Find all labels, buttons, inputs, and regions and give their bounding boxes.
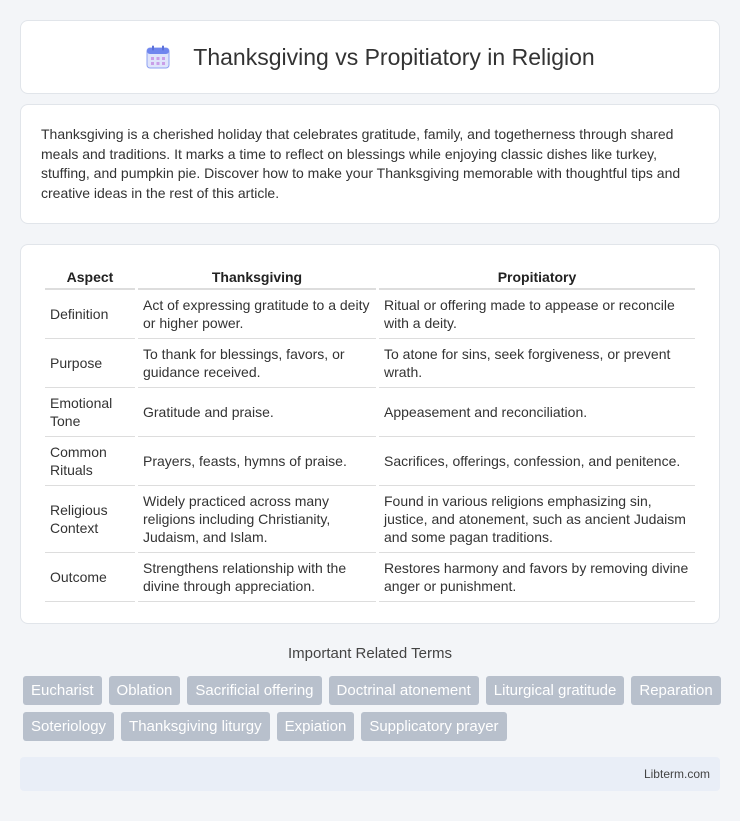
table-cell-propitiatory: Sacrifices, offerings, confession, and penitence. [379,437,695,486]
table-row [45,339,695,388]
table-cell-propitiatory: Ritual or offering made to appease or reconcile with a deity. [379,290,695,339]
table-cell-aspect: Religious Context [45,486,135,553]
related-terms-list [23,676,723,741]
related-term-tag[interactable]: Supplicatory prayer [361,712,506,741]
table-cell-aspect: Outcome [45,553,135,602]
footer [20,757,720,791]
related-term-tag[interactable]: Liturgical gratitude [486,676,625,705]
intro-text: Thanksgiving is a cherished holiday that celebrates gratitude, family, and togetherness through shared meals and traditions. It marks a time to reflect on blessings while enjoying classic dishes like turkey, stuffing, and pumpkin pie. Discover how to make your Thanksgiving memorable with thoughtful tips and creative ideas in the rest of this article. [41,126,681,201]
table-cell-thanksgiving: Gratitude and praise. [138,388,376,437]
related-term-tag[interactable]: Expiation [277,712,355,741]
related-term-tag[interactable]: Reparation [631,676,720,705]
header-thanksgiving: Thanksgiving [138,265,376,290]
related-term-tag[interactable]: Eucharist [23,676,102,705]
related-term-tag[interactable]: Doctrinal atonement [329,676,479,705]
header-aspect: Aspect [45,265,135,290]
comparison-table-card [20,244,720,624]
intro-card [20,104,720,224]
table-cell-aspect: Purpose [45,339,135,388]
page-title: Thanksgiving vs Propitiatory in Religion [193,43,595,70]
table-cell-thanksgiving: Widely practiced across many religions including Christianity, Judaism, and Islam. [138,486,376,553]
table-row [45,437,695,486]
table-cell-aspect: Definition [45,290,135,339]
table-cell-thanksgiving: Strengthens relationship with the divine through appreciation. [138,553,376,602]
related-terms-title: Important Related Terms [288,645,452,662]
calendar-icon [145,44,171,70]
related-term-tag[interactable]: Soteriology [23,712,114,741]
related-term-tag[interactable]: Sacrificial offering [187,676,321,705]
table-cell-thanksgiving: Act of expressing gratitude to a deity or higher power. [138,290,376,339]
table-cell-propitiatory: To atone for sins, seek forgiveness, or prevent wrath. [379,339,695,388]
related-term-tag[interactable]: Thanksgiving liturgy [121,712,270,741]
table-row [45,388,695,437]
table-cell-thanksgiving: To thank for blessings, favors, or guidance received. [138,339,376,388]
table-cell-propitiatory: Found in various religions emphasizing sin, justice, and atonement, such as ancient Judaism and some pagan traditions. [379,486,695,553]
table-cell-aspect: Emotional Tone [45,388,135,437]
table-cell-propitiatory: Restores harmony and favors by removing divine anger or punishment. [379,553,695,602]
table-header-row [45,265,695,290]
footer-site-link[interactable]: Libterm.com [643,767,710,781]
table-row [45,553,695,602]
comparison-table [42,265,698,602]
table-row [45,486,695,553]
table-cell-thanksgiving: Prayers, feasts, hymns of praise. [138,437,376,486]
table-row [45,290,695,339]
title-card [20,20,720,94]
header-propitiatory: Propitiatory [379,265,695,290]
table-cell-propitiatory: Appeasement and reconciliation. [379,388,695,437]
table-cell-aspect: Common Rituals [45,437,135,486]
related-term-tag[interactable]: Oblation [109,676,181,705]
